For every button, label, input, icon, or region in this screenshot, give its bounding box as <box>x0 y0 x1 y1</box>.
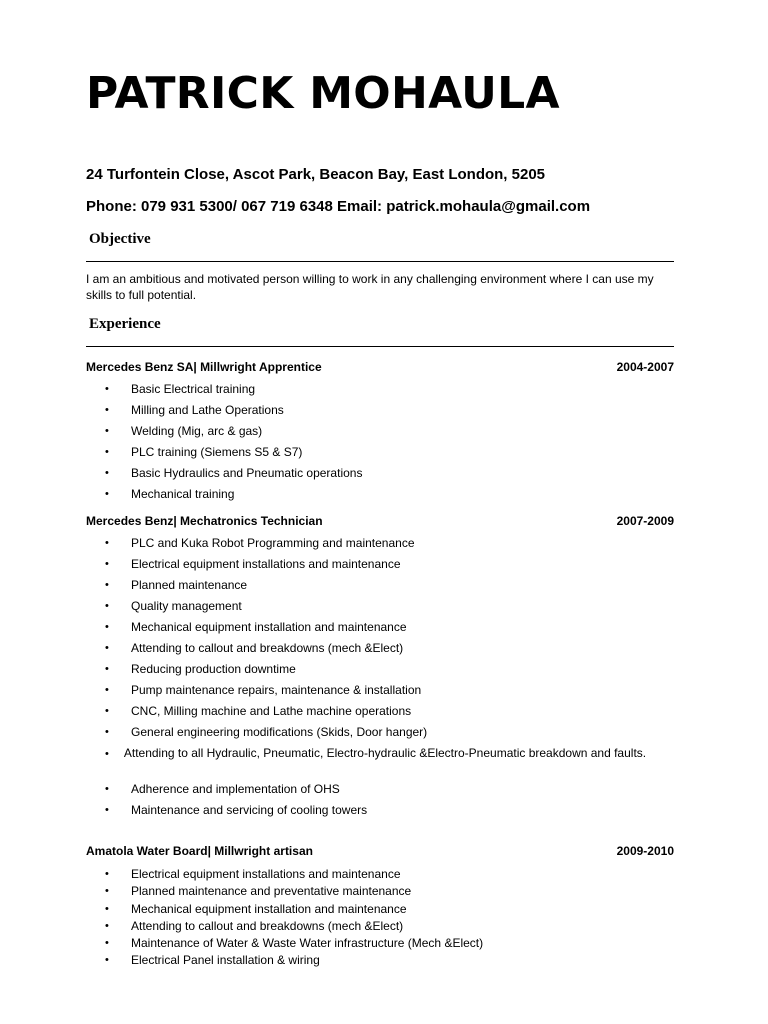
list-item: • PLC and Kuka Robot Programming and maintenance <box>105 536 415 550</box>
bullet-icon: • <box>105 902 109 915</box>
list-item: • Welding (Mig, arc & gas) <box>105 424 263 438</box>
objective-title: Objective <box>89 231 151 247</box>
bullet-icon: • <box>105 663 109 675</box>
job-years: 2009-2010 <box>616 844 674 858</box>
job-heading <box>86 844 674 858</box>
job-title: Mercedes Benz SA| Millwright Apprentice <box>86 360 322 374</box>
list-item: • Planned maintenance <box>105 578 248 592</box>
bullet-icon: • <box>105 919 109 932</box>
bullet-icon: • <box>105 642 109 654</box>
job-duties-list <box>86 382 674 508</box>
list-item: • Basic Hydraulics and Pneumatic operations <box>105 466 363 480</box>
list-item: • Basic Electrical training <box>105 382 256 396</box>
experience-title: Experience <box>89 316 161 332</box>
list-item: • Reducing production downtime <box>105 662 296 676</box>
bullet-icon: • <box>105 383 109 395</box>
bullet-icon: • <box>105 425 109 437</box>
job-duties-list <box>86 867 674 971</box>
bullet-icon: • <box>105 868 109 880</box>
job-heading <box>86 514 674 528</box>
list-item: • Maintenance of Water & Waste Water infrastructure (Mech &Elect) <box>105 936 484 951</box>
bullet-icon: • <box>105 579 109 591</box>
list-item: • Milling and Lathe Operations <box>105 403 284 417</box>
bullet-icon: • <box>105 937 109 950</box>
job-years: 2004-2007 <box>616 360 674 374</box>
list-item: • Attending to callout and breakdowns (mech &Elect) <box>105 641 404 655</box>
objective-text: I am an ambitious and motivated person willing to work in any challenging environment where I can use my skills to full potential. <box>86 272 654 302</box>
job-years: 2007-2009 <box>616 514 674 528</box>
list-item: • Pump maintenance repairs, maintenance & installation <box>105 683 422 697</box>
bullet-icon: • <box>105 885 109 898</box>
job-title: Amatola Water Board| Millwright artisan <box>86 844 313 858</box>
bullet-icon: • <box>105 621 109 633</box>
list-item: • Mechanical equipment installation and maintenance <box>105 901 407 916</box>
bullet-icon: • <box>105 537 109 549</box>
objective-divider <box>86 261 674 262</box>
list-item: • Attending to callout and breakdowns (mech &Elect) <box>105 918 404 933</box>
list-item: • Electrical equipment installations and maintenance <box>105 557 401 571</box>
bullet-icon: • <box>105 558 109 570</box>
list-item: • General engineering modifications (Skids, Door hanger) <box>105 725 428 739</box>
experience-divider <box>86 346 674 347</box>
list-item: • Mechanical equipment installation and maintenance <box>105 620 407 634</box>
job-heading <box>86 360 674 374</box>
job-title: Mercedes Benz| Mechatronics Technician <box>86 514 323 528</box>
address: 24 Turfontein Close, Ascot Park, Beacon Bay, East London, 5205 <box>86 166 546 183</box>
bullet-icon: • <box>105 488 109 500</box>
bullet-icon: • <box>105 684 109 696</box>
list-item: • Attending to all Hydraulic, Pneumatic, Electro-hydraulic &Electro-Pneumatic breakdown and faults. <box>105 746 647 760</box>
list-item: • Mechanical training <box>105 487 235 501</box>
bullet-icon: • <box>105 705 109 717</box>
list-item: • Electrical Panel installation & wiring <box>105 953 320 968</box>
bullet-icon: • <box>105 726 109 738</box>
bullet-icon: • <box>105 804 109 816</box>
bullet-icon: • <box>105 467 109 479</box>
bullet-icon: • <box>105 404 109 416</box>
list-item: • Planned maintenance and preventative maintenance <box>105 884 412 899</box>
list-item: • Quality management <box>105 599 242 613</box>
job-duties-list <box>86 536 674 824</box>
bullet-icon: • <box>105 783 109 795</box>
list-item: • Electrical equipment installations and maintenance <box>105 867 401 881</box>
list-item: • Maintenance and servicing of cooling towers <box>105 803 368 817</box>
bullet-icon: • <box>105 446 109 458</box>
list-item: • PLC training (Siemens S5 & S7) <box>105 445 303 459</box>
list-item: • Adherence and implementation of OHS <box>105 782 340 796</box>
phone-email: Phone: 079 931 5300/ 067 719 6348 Email: patrick.mohaula@gmail.com <box>86 198 591 215</box>
candidate-name: PATRICK MOHAULA <box>86 68 560 119</box>
list-item: • CNC, Milling machine and Lathe machine operations <box>105 704 412 718</box>
bullet-icon: • <box>105 748 109 760</box>
bullet-icon: • <box>105 600 109 612</box>
bullet-icon: • <box>105 954 109 967</box>
